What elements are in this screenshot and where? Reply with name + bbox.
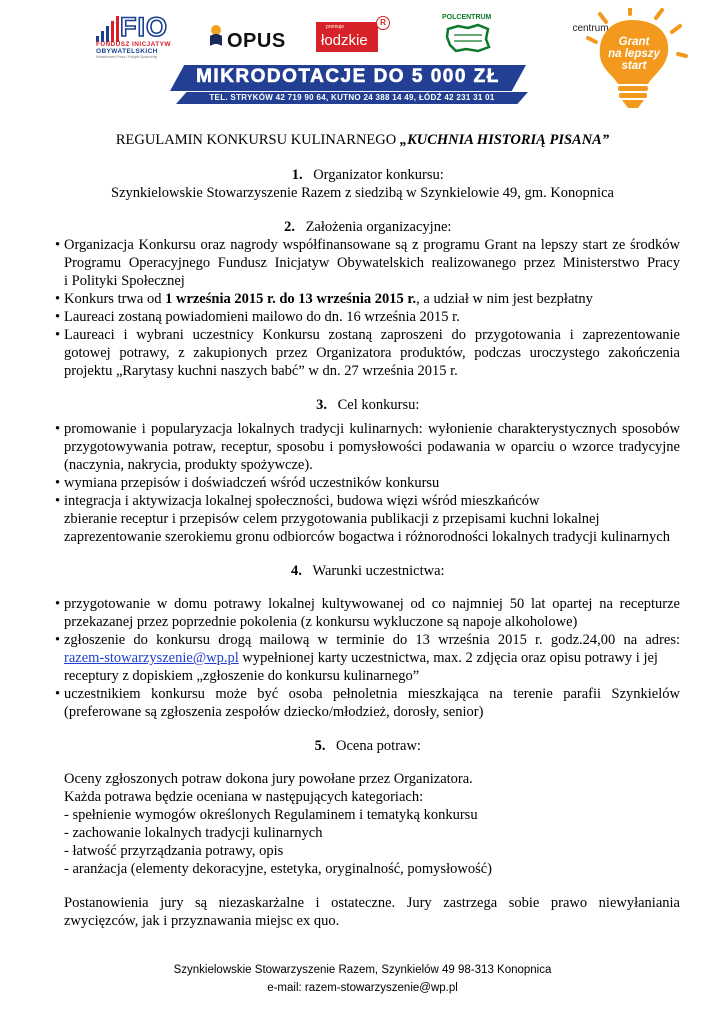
s2-item2-a: Konkurs trwa od (64, 291, 166, 307)
s4-item3-line2: (preferowane są zgłoszenia zespołów dziecko/młodzież, dorosły, senior) (64, 704, 484, 720)
grant-line2: na lepszy (608, 48, 660, 60)
s2-item4-line2: gotowej potrawy, z zakupionych przez Organizatora produktów, podczas uroczystego zakończenia (64, 345, 680, 361)
lodzkie-small-text: promuje (326, 24, 345, 30)
fio-line2: OBYWATELSKICH (96, 48, 158, 55)
section-number: 5. (314, 738, 326, 754)
bullet-icon: • (55, 309, 61, 325)
bullet-icon: • (55, 421, 61, 437)
title-italic: „KUCHNIA HISTORIĄ PISANA” (399, 132, 610, 148)
s4-item1-line2: przekazanej przez poprzednie pokolenia (z konkursu wykluczone są napoje alkoholowe) (64, 614, 578, 630)
bullet-icon: • (55, 686, 61, 702)
section-number: 2. (284, 219, 295, 235)
title-plain: REGULAMIN KONKURSU KULINARNEGO (115, 132, 400, 148)
polcentrum-logo (436, 14, 498, 54)
bullet-icon: • (55, 596, 61, 612)
s4-item2-line3: receptury z dopiskiem „zgłoszenie do konkursu kulinarnego” (64, 668, 420, 684)
fio-logo (96, 12, 190, 59)
banner-phones: TEL. STRYKÓW 42 719 90 64, KUTNO 24 388 14 49, ŁÓDŹ 42 231 31 01 (209, 93, 495, 102)
s2-item4-line3: projektu „Rarytasy kuchni naszych babć” w dn. 27 września 2015 r. (64, 363, 458, 379)
header (0, 0, 725, 118)
poland-map-icon (444, 23, 492, 53)
email-link[interactable]: razem-stowarzyszenie@wp.pl (64, 650, 239, 666)
section-title: Organizator konkursu: (313, 167, 444, 183)
section-3-heading (0, 396, 725, 414)
grant-text (578, 36, 690, 72)
footer-address: Szynkielowskie Stowarzyszenie Razem, Szynkielów 49 98-313 Konopnica (173, 964, 552, 976)
grant-line1: Grant (618, 36, 650, 48)
s3-item3-line2: zbieranie receptur i przepisów celem przygotowania publikacji z przepisami kuchni lokalnej (64, 511, 600, 527)
s3-item1-line2: przygotowywania potraw, receptur, sposobu i pomysłowości podawania w oparciu o wzorce tradycyjne (64, 439, 680, 455)
opus-big-text: OPUS (227, 30, 286, 52)
s5-line6: - aranżacja (elementy dekoracyjne, estetyka, oryginalność, pomysłowość) (64, 861, 492, 877)
s2-item2-c: , a udział w nim jest bezpłatny (416, 291, 593, 307)
section-title: Ocena potraw: (336, 738, 421, 754)
section-1-heading (0, 166, 725, 184)
s2-item1-line1: Organizacja Konkursu oraz nagrody współfinansowane są z programu Grant na lepszy start ze środków (64, 237, 680, 253)
s4-item2-line1: zgłoszenie do konkursu drogą mailową w terminie do 13 września 2015 r. godz.24,00 na adres: (64, 632, 680, 648)
opus-small-text: centrum (572, 23, 609, 34)
section-number: 3. (316, 397, 328, 413)
grant-bulb-logo (586, 8, 698, 112)
s4-item1-line1: przygotowanie w domu potrawy lokalnej kultywowanej od co najmniej 50 lat opartej na recepturze (64, 596, 680, 612)
s2-item1-line3: i Polityki Społecznej (64, 273, 185, 289)
fio-line1: FUNDUSZ INICJATYW (96, 41, 171, 48)
s2-item3: Laureaci zostaną powiadomieni mailowo do dn. 16 września 2015 r. (64, 309, 460, 325)
s3-item3-line1: integracja i aktywizacja lokalnej społeczności, budowa więzi wśród mieszkańców (64, 493, 540, 509)
s3-item1-line3: (naczynia, nakrycia, produkty spożywcze). (64, 457, 313, 473)
s4-item2-line2 (64, 649, 680, 667)
footer-email: e-mail: razem-stowarzyszenie@wp.pl (267, 982, 458, 994)
section-number: 4. (291, 563, 302, 579)
s3-item1-line1: promowanie i popularyzacja lokalnych tradycji kulinarnych: wyłonienie charakterystycznych sposobów (64, 421, 680, 437)
section-5-heading (0, 737, 725, 755)
section-4-heading (0, 562, 725, 580)
lodzkie-text: łodzkie (321, 32, 368, 49)
s5-line5: - łatwość przyrządzania potrawy, opis (64, 843, 284, 859)
bullet-icon: • (55, 632, 61, 648)
final-line2: zwycięzców, jak i przyznawania miejsc ex quo. (64, 913, 340, 929)
bullet-icon: • (55, 291, 61, 307)
polcentrum-text: POLCENTRUM (442, 14, 492, 21)
s2-item2-dates: 1 września 2015 r. do 13 września 2015 r. (165, 291, 417, 307)
s4-item3-line1: uczestnikiem konkursu może być osoba pełnoletnia mieszkająca na terenie parafii Szynkielów (64, 686, 680, 702)
fio-line3: Ministerstwo Pracy i Polityki Społecznej (96, 55, 158, 59)
s2-item1-line2: Programu Operacyjnego Fundusz Inicjatyw Obywatelskich realizowanego przez Ministerstwo Pracy (64, 255, 680, 271)
bullet-icon: • (55, 237, 61, 253)
lodzkie-logo (316, 18, 390, 52)
opus-mark-icon (208, 24, 224, 48)
grant-line3: start (621, 60, 647, 72)
s5-line3: - spełnienie wymogów określonych Regulaminem i tematyką konkursu (64, 807, 478, 823)
s2-item2 (64, 290, 593, 308)
banner-title: MIKRODOTACJE DO 5 000 ZŁ (196, 66, 500, 87)
s3-item2: wymiana przepisów i doświadczeń wśród uczestników konkursu (64, 475, 440, 491)
section-number: 1. (291, 167, 303, 183)
s5-line2: Każda potrawa będzie oceniana w następujących kategoriach: (64, 789, 424, 805)
s4-item2-line2-text: wypełnionej karty uczestnictwa, max. 2 zdjęcia oraz opisu potrawy i jej (238, 650, 658, 666)
final-line1: Postanowienia jury są niezaskarżalne i ostateczne. Jury zastrzega sobie prawo niewyłaniania (64, 895, 680, 911)
mikrodotacje-banner (170, 65, 530, 105)
bullet-icon: • (55, 327, 61, 343)
document-title (0, 131, 725, 149)
section-title: Założenia organizacyjne: (305, 219, 452, 235)
s5-line1: Oceny zgłoszonych potraw dokona jury powołane przez Organizatora. (64, 771, 473, 787)
s5-line4: - zachowanie lokalnych tradycji kulinarnych (64, 825, 323, 841)
fio-bars-icon (96, 16, 120, 42)
bullet-icon: • (55, 475, 61, 491)
section-title: Cel konkursu: (337, 397, 420, 413)
section-1-text: Szynkielowskie Stowarzyszenie Razem z siedzibą w Szynkielowie 49, gm. Konopnica (111, 185, 614, 201)
section-2-heading (0, 218, 725, 236)
bullet-icon: • (55, 493, 61, 509)
section-title: Warunki uczestnictwa: (312, 563, 445, 579)
registered-mark-icon: R (376, 16, 390, 30)
s3-item3-line3: zaprezentowanie szerokiemu gronu odbiorców bogactwa i różnorodności lokalnych tradycji kulinarnych (64, 529, 670, 545)
s2-item4-line1: Laureaci i wybrani uczestnicy Konkursu zostaną zaproszeni do przygotowania i zaprezentowanie (64, 327, 680, 343)
fio-logo-text: FIO (120, 12, 168, 42)
